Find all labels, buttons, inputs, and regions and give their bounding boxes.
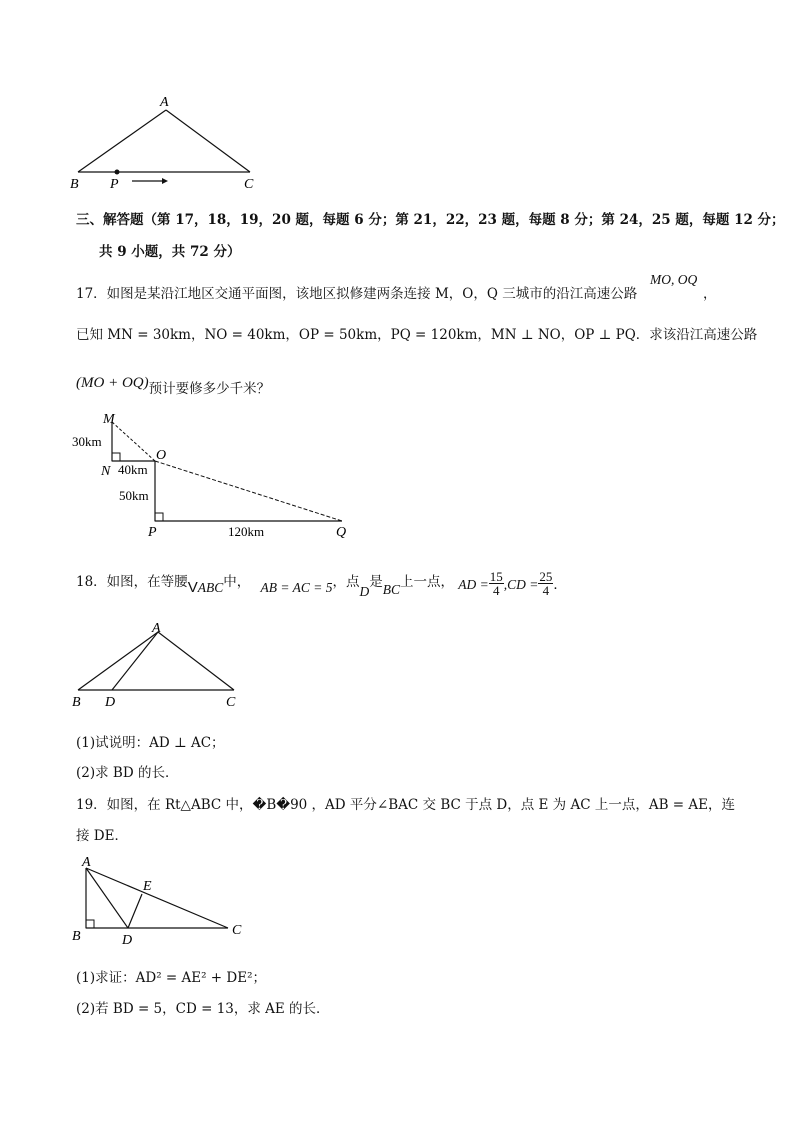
label-q: Q [336,525,347,540]
label-a: A [160,95,169,110]
label-p: P [148,525,157,540]
q19-part1: (1)求证：AD² = AE² + DE²； [76,970,267,986]
q17-roads-math: MO, OQ [650,272,698,287]
label-d: D [122,933,133,948]
q17-sum-math: (MO + OQ) [76,375,149,391]
label-no: 40km [118,462,148,477]
label-a: A [82,855,91,870]
q18-part1: (1)试说明：AD ⊥ AC； [76,735,225,751]
label-b: B [72,695,81,710]
label-c: C [244,177,254,192]
label-n: N [101,464,111,479]
q17-line1: 17．如图是某沿江地区交通平面图，该地区拟修建两条连接 M，O，Q 三城市的沿江高速公路 [76,286,638,302]
label-b: B [70,177,79,192]
label-b: B [72,929,81,944]
label-e: E [143,879,152,894]
road-figure-q17 [70,408,370,543]
section-heading-cont: 共 9 小题，共 72 分） [99,244,241,260]
q17-line3: (MO + OQ)预计要修多少千米？ [76,375,271,397]
label-c: C [232,923,242,938]
label-mn: 30km [72,434,102,449]
fraction-ad: $\frac{15}{4}$ [489,569,503,598]
q18-part2: (2)求 BD 的长． [76,765,179,781]
label-m: M [103,412,115,427]
section-heading: 三、解答题（第 17，18，19，20 题，每题 6 分；第 21，22，23 题，每题 8 分；第 24，25 题，每题 12 分； [76,212,785,228]
label-p: P [110,177,119,192]
q17-line2: 已知 MN = 30km，NO = 40km，OP = 50km，PQ = 120km，MN ⊥ NO，OP ⊥ PQ．求该沿江高速公路 [76,327,758,343]
label-pq: 120km [228,524,265,539]
fraction-cd: $\frac{25}{4}$ [539,569,553,598]
q19-part2: (2)若 BD = 5，CD = 13，求 AE 的长． [76,1001,330,1017]
q19-line2: 接 DE． [76,828,128,844]
q18-line: 18．如图，在等腰VABC中， AB = AC = 5，点D是BC上一点， AD = $\frac{15}{4}$ ,CD = $\frac{25}{4}$ ． [76,569,567,599]
label-a: A [152,621,161,636]
q19-line1: 19．如图，在 Rt△ABC 中，�B�90 ，AD 平分∠BAC 交 BC 于点 D，点 E 为 AC 上一点，AB = AE，连 [76,797,735,813]
label-o: O [156,448,167,463]
label-c: C [226,695,236,710]
q17-line1-end: ， [703,286,717,302]
triangle-figure-q19 [66,852,256,948]
triangle-figure-q16 [60,90,280,200]
label-d: D [105,695,116,710]
label-op: 50km [119,488,149,503]
triangle-figure-q18 [66,618,256,710]
